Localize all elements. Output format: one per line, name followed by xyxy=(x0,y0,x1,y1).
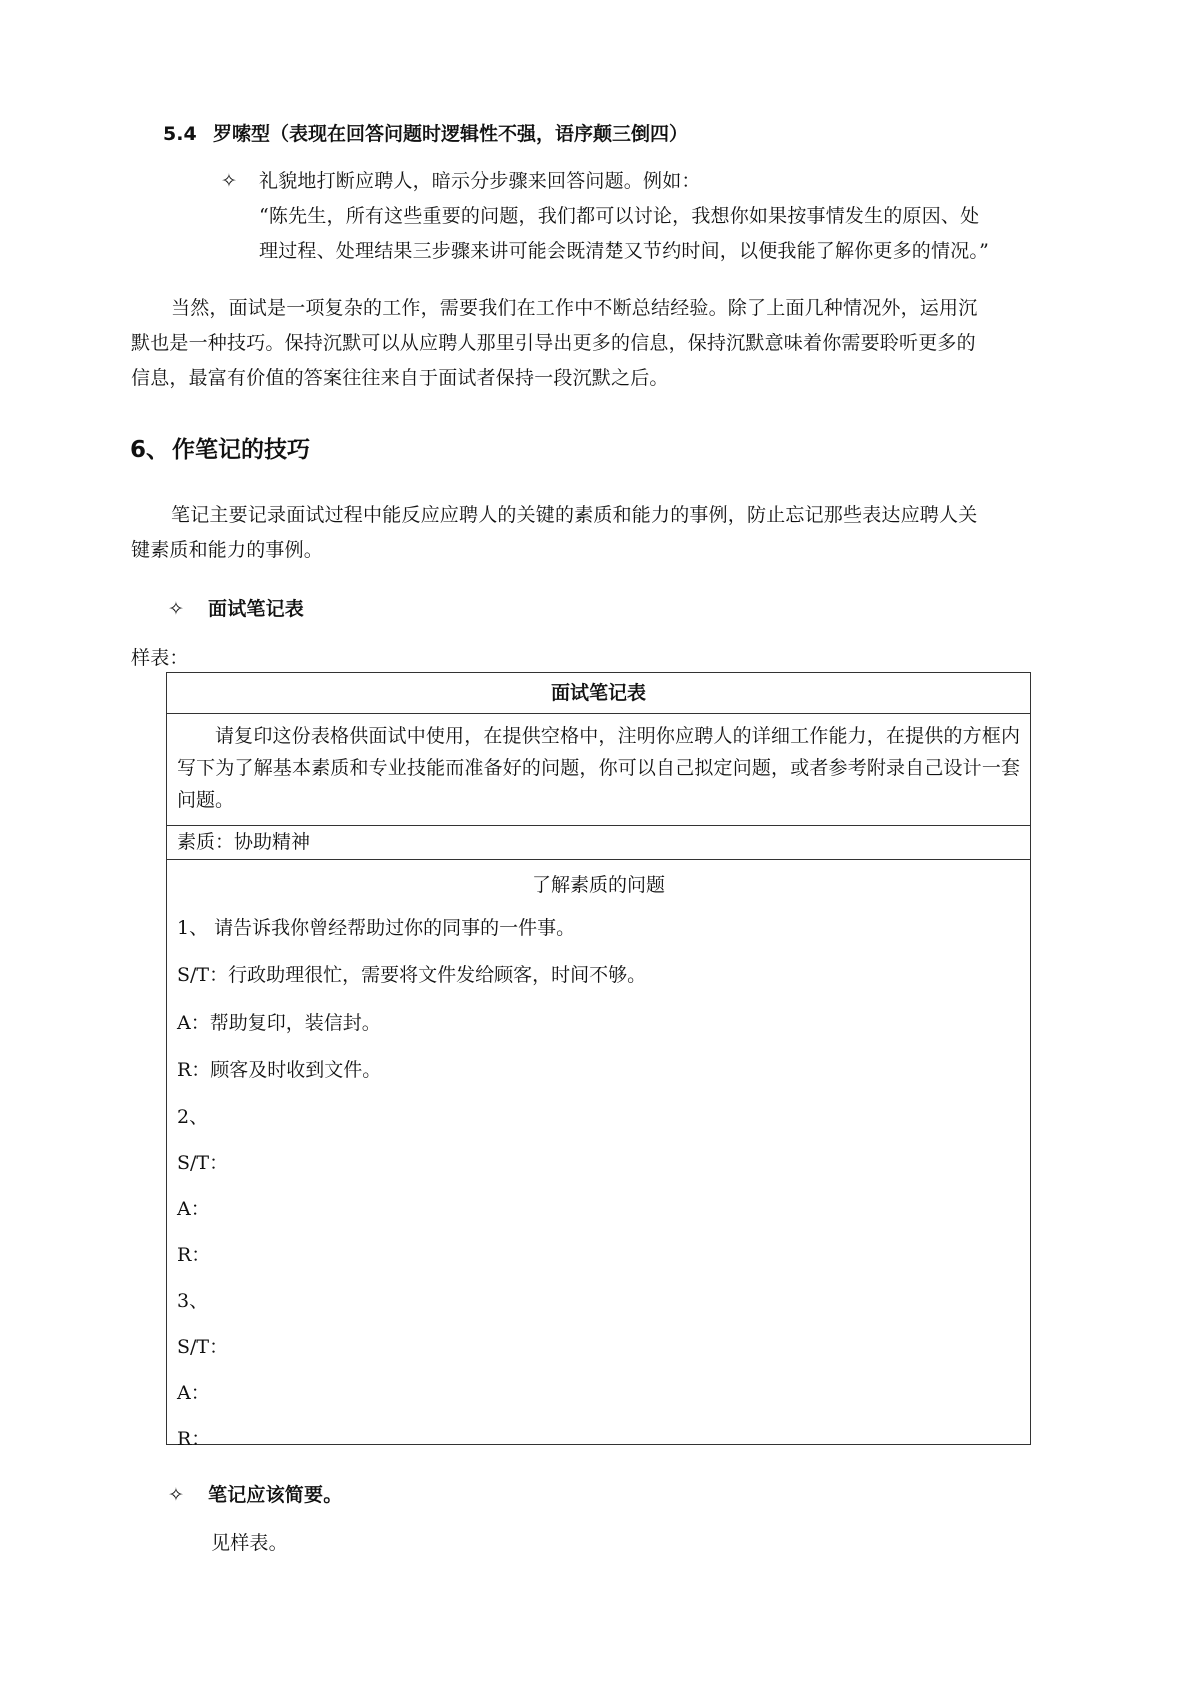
section-number: 6、 xyxy=(130,437,170,463)
section-title: 罗嗦型（表现在回答问题时逻辑性不强，语序颠三倒四） xyxy=(213,123,689,145)
question-line: R： xyxy=(177,1428,211,1450)
bullet-interview-notes-form: 面试笔记表 xyxy=(208,598,305,620)
question-line: A：帮助复印，装信封。 xyxy=(177,1012,381,1034)
questions-section xyxy=(167,860,1030,1450)
table-quality: 素质：协助精神 xyxy=(167,826,1030,860)
questions-title: 了解素质的问题 xyxy=(531,874,665,896)
summary-line-3: 信息，最富有价值的答案往往来自于面试者保持一段沉默之后。 xyxy=(131,367,669,389)
question-line: S/T： xyxy=(177,1152,229,1174)
diamond-bullet-icon: ✧ xyxy=(168,598,185,620)
section-number: 5.4 xyxy=(163,123,197,145)
question-line: R：顾客及时收到文件。 xyxy=(177,1059,382,1081)
sample-label: 样表： xyxy=(131,647,189,669)
summary-line-2: 默也是一种技巧。保持沉默可以从应聘人那里引导出更多的信息，保持沉默意味着你需要聆听更多的 xyxy=(131,332,976,354)
interview-notes-table xyxy=(166,672,1031,1450)
question-line: 1、 请告诉我你曾经帮助过你的同事的一件事。 xyxy=(177,917,576,939)
section-5-4-bullet xyxy=(221,164,237,199)
section-6-para-line-1: 笔记主要记录面试过程中能反应应聘人的关键的素质和能力的事例，防止忘记那些表达应聘人关 xyxy=(171,504,978,526)
question-line: 2、 xyxy=(177,1106,209,1128)
quote-line-1: “陈先生，所有这些重要的问题，我们都可以讨论，我想你如果按事情发生的原因、处 xyxy=(259,205,980,227)
question-line: 3、 xyxy=(177,1290,209,1312)
diamond-bullet-icon: ✧ xyxy=(168,1484,185,1506)
summary-line-1: 当然，面试是一项复杂的工作，需要我们在工作中不断总结经验。除了上面几种情况外，运用沉 xyxy=(171,297,978,319)
table-instruction: 请复印这份表格供面试中使用，在提供空格中，注明你应聘人的详细工作能力，在提供的方框内写下为了解基本素质和专业技能而准备好的问题，你可以自己拟定问题，或者参考附录自己设计一套问题。 xyxy=(167,714,1030,826)
question-line: A： xyxy=(177,1198,210,1220)
see-sample-text: 见样表。 xyxy=(211,1532,288,1554)
bullet-text: 礼貌地打断应聘人，暗示分步骤来回答问题。例如： xyxy=(259,170,701,192)
section-5-4-heading xyxy=(163,119,688,146)
question-line: R： xyxy=(177,1244,211,1266)
diamond-bullet-icon: ✧ xyxy=(221,170,238,192)
question-line: S/T：行政助理很忙，需要将文件发给顾客，时间不够。 xyxy=(177,964,647,986)
table-title: 面试笔记表 xyxy=(167,673,1030,714)
question-line: S/T： xyxy=(177,1336,229,1358)
section-6-para-line-2: 键素质和能力的事例。 xyxy=(131,539,324,561)
section-title: 作笔记的技巧 xyxy=(172,437,310,463)
quote-line-2: 理过程、处理结果三步骤来讲可能会既清楚又节约时间，以便我能了解你更多的情况。” xyxy=(259,240,990,262)
question-line: A： xyxy=(177,1382,210,1404)
bullet-notes-brief: 笔记应该简要。 xyxy=(208,1484,343,1506)
section-6-heading xyxy=(130,431,310,464)
